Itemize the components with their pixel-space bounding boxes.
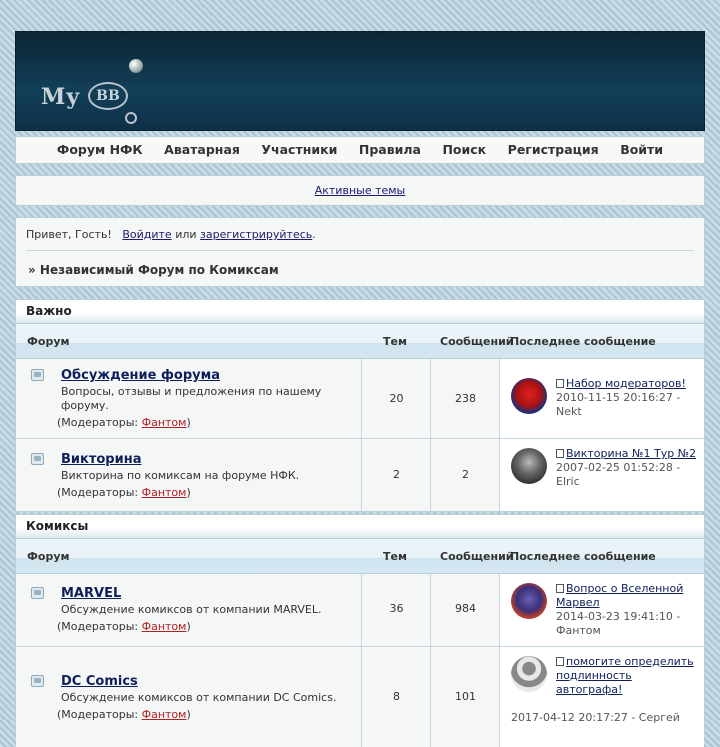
nav-search[interactable]: Поиск [442, 142, 487, 157]
moderator-link[interactable]: Фантом [141, 620, 187, 633]
col-posts: Сообщений [440, 550, 514, 563]
last-post-user: Nekt [556, 405, 582, 418]
last-post-link[interactable]: Викторина №1 Тур №2 [566, 447, 697, 460]
posts-count: 238 [455, 392, 476, 405]
moderator-link[interactable]: Фантом [141, 486, 187, 499]
last-post-cell [499, 439, 704, 511]
forum-row [16, 574, 704, 647]
col-last-post: Последнее сообщение [510, 335, 656, 348]
last-post-date: 2010-11-15 20:16:27 - [556, 391, 681, 404]
divider [26, 250, 694, 251]
last-post-link[interactable]: помогите определить подлинность автографа! [556, 655, 694, 696]
forum-icon [31, 453, 44, 465]
nav-forum[interactable]: Форум НФК [56, 142, 143, 157]
forum-icon [31, 587, 44, 599]
forum-icon [31, 369, 44, 381]
mods-prefix: (Модераторы: [57, 486, 142, 499]
forum-name-link[interactable]: Обсуждение форума [61, 368, 221, 383]
topics-count: 36 [389, 602, 404, 615]
mods-suffix: ) [186, 620, 191, 633]
last-post-info [556, 655, 698, 697]
nav-rules[interactable]: Правила [358, 142, 421, 157]
mods-prefix: (Модераторы: [57, 620, 142, 633]
topics-cell [361, 359, 431, 438]
last-post-cell [499, 647, 704, 747]
moderator-link[interactable]: Фантом [141, 416, 187, 429]
last-post-info [556, 582, 698, 638]
category-title: Важно [16, 300, 704, 324]
column-headers [16, 324, 704, 359]
forum-icon [31, 675, 44, 687]
posts-cell [430, 574, 500, 646]
post-document-icon [556, 584, 564, 593]
posts-count: 101 [455, 690, 476, 703]
col-forum: Форум [27, 550, 70, 563]
col-posts: Сообщений [440, 335, 514, 348]
last-post-info [556, 447, 698, 489]
forum-moderators [57, 620, 191, 633]
col-topics: Тем [383, 335, 407, 348]
topics-count: 2 [393, 468, 400, 481]
topics-cell [361, 647, 431, 747]
default-avatar-icon[interactable] [511, 656, 547, 692]
col-topics: Тем [383, 550, 407, 563]
topics-count: 8 [393, 690, 400, 703]
welcome-panel [15, 217, 705, 287]
posts-count: 984 [455, 602, 476, 615]
last-post-cell [499, 359, 704, 438]
column-headers [16, 539, 704, 574]
period-text: . [312, 228, 316, 241]
last-post-cell [499, 574, 704, 646]
nav-register[interactable]: Регистрация [507, 142, 599, 157]
posts-cell [430, 359, 500, 438]
moderator-link[interactable]: Фантом [141, 708, 187, 721]
forum-moderators [57, 486, 191, 499]
user-avatar[interactable] [511, 583, 547, 619]
user-avatar[interactable] [511, 378, 547, 414]
forum-name-link[interactable]: MARVEL [61, 586, 122, 601]
forum-row [16, 647, 704, 747]
register-link[interactable]: зарегистрируйтесь [200, 228, 313, 241]
nav-login[interactable]: Войти [620, 142, 664, 157]
user-avatar[interactable] [511, 448, 547, 484]
forum-name-link[interactable]: DC Comics [61, 674, 138, 689]
col-forum: Форум [27, 335, 70, 348]
mods-prefix: (Модераторы: [57, 708, 142, 721]
forum-description: Викторина по комиксам на форуме НФК. [61, 469, 300, 482]
welcome-line [26, 228, 316, 241]
forum-name-link[interactable]: Викторина [61, 452, 142, 467]
greeting-text: Привет, Гость! [26, 228, 112, 241]
forum-description: Вопросы, отзывы и предложения по нашему форуму. [61, 385, 322, 412]
topics-cell [361, 439, 431, 511]
last-post-user: Elric [556, 475, 580, 488]
posts-count: 2 [462, 468, 469, 481]
forum-header-banner [15, 31, 705, 131]
topics-cell [361, 574, 431, 646]
posts-cell [430, 647, 500, 747]
mods-suffix: ) [186, 416, 191, 429]
last-post-date: 2007-02-25 01:52:28 - [556, 461, 681, 474]
or-text: или [175, 228, 197, 241]
main-navigation [15, 136, 705, 164]
post-document-icon [556, 379, 564, 388]
posts-cell [430, 439, 500, 511]
logo-bb-mark: BB [88, 82, 128, 110]
mods-prefix: (Модераторы: [57, 416, 142, 429]
category-title: Комиксы [16, 515, 704, 539]
last-post-info [556, 377, 698, 419]
last-post-date: 2014-03-23 19:41:10 - [556, 610, 681, 623]
forum-description: Обсуждение комиксов от компании DC Comics. [61, 691, 337, 704]
post-document-icon [556, 657, 564, 666]
last-post-link[interactable]: Вопрос о Вселенной Марвел [556, 582, 684, 609]
logo-text: My [41, 84, 81, 110]
login-link[interactable]: Войдите [122, 228, 172, 241]
forum-row [16, 359, 704, 439]
nav-members[interactable]: Участники [261, 142, 338, 157]
logo-sphere-icon [129, 59, 143, 73]
forum-moderators [57, 416, 191, 429]
last-post-user: Фантом [556, 624, 601, 637]
active-topics-link[interactable]: Активные темы [314, 184, 406, 197]
last-post-date: 2017-04-12 20:17:27 - Сергей [511, 711, 680, 724]
nav-avatars[interactable]: Аватарная [164, 142, 240, 157]
topics-count: 20 [389, 392, 404, 405]
category-important [15, 299, 705, 512]
forum-row [16, 439, 704, 511]
breadcrumb: » Независимый Форум по Комиксам [28, 263, 279, 277]
col-last-post: Последнее сообщение [510, 550, 656, 563]
forum-moderators [57, 708, 191, 721]
mods-suffix: ) [186, 486, 191, 499]
category-comics [15, 514, 705, 734]
active-topics-bar [15, 175, 705, 206]
post-document-icon [556, 449, 564, 458]
forum-description: Обсуждение комиксов от компании MARVEL. [61, 603, 322, 616]
last-post-link[interactable]: Набор модераторов! [566, 377, 686, 390]
logo-ring-icon [125, 112, 137, 124]
mods-suffix: ) [186, 708, 191, 721]
